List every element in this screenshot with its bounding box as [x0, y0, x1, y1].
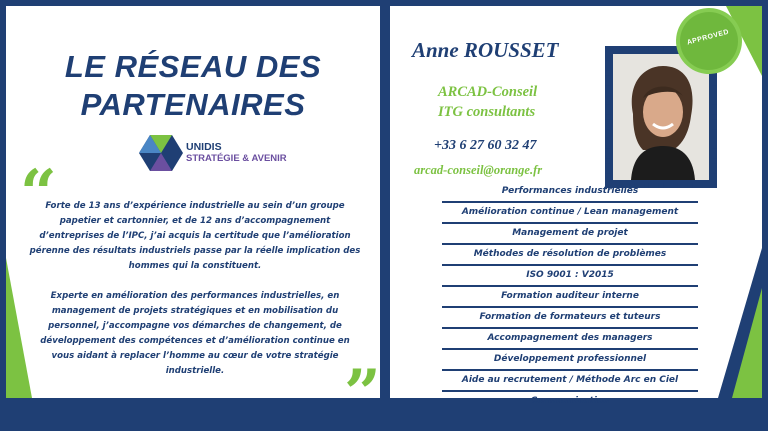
skill-item: ISO 9001 : V2015 [442, 266, 698, 287]
unidis-logo-icon [139, 133, 183, 173]
skill-item: Formation auditeur interne [442, 287, 698, 308]
open-quote-icon: “ [20, 156, 57, 231]
email-address: arcad-conseil@orange.fr [414, 163, 543, 177]
skill-item: Méthodes de résolution de problèmes [442, 245, 698, 266]
left-panel [6, 6, 381, 431]
skill-item: Performances industrielles [442, 182, 698, 203]
phone-number: +33 6 27 60 32 47 [434, 138, 537, 153]
skill-item: Communication [530, 396, 610, 406]
stamp-text: APPROVED [686, 28, 730, 47]
skill-item: Accompagnement des managers [442, 329, 698, 350]
title-line-1: LE RÉSEAU DES [64, 49, 322, 84]
paragraph-experience: Forte de 13 ans d’expérience industrielle au sein d’un groupe papetier et cartonnier, et de 12 ans d’accompagnement d’entreprises de l’IPC, j’ai acquis la certitude que l’amélioration pérenne des résultats industriels passe par la réelle implication des hommes qui la constituent. [29, 201, 361, 271]
skill-item: Aide au recrutement / Méthode Arc en Ciel [442, 371, 698, 392]
person-name: Anne ROUSSET [412, 38, 559, 62]
company-name-1: ARCAD-Conseil [438, 84, 538, 100]
portrait-photo [613, 54, 709, 180]
green-corner-decoration [732, 288, 762, 398]
close-quote-icon: ” [344, 356, 381, 431]
portrait-illustration [613, 54, 709, 180]
paragraph-expertise: Experte en amélioration des performances industrielles, en management de projets stratégiques et en mobilisation du personnel, j’accompagne vos démarches de changement, de développement des compétences et d’amélioration continue en vous aidant à replacer l’homme au cœur de votre stratégie industrielle. [40, 291, 350, 376]
logo-line-1: UNIDIS [186, 141, 222, 153]
skill-item: Management de projet [442, 224, 698, 245]
logo-line-2: STRATÉGIE & AVENIR [186, 153, 287, 164]
skill-item: Formation de formateurs et tuteurs [442, 308, 698, 329]
skill-item: Développement professionnel [442, 350, 698, 371]
title-line-2: PARTENAIRES [80, 87, 306, 122]
company-name-2: ITG consultants [438, 104, 536, 120]
logo-text [186, 141, 287, 165]
skill-item: Amélioration continue / Lean management [442, 203, 698, 224]
skills-list [442, 182, 698, 411]
page-title [6, 48, 380, 124]
right-panel [390, 6, 762, 406]
